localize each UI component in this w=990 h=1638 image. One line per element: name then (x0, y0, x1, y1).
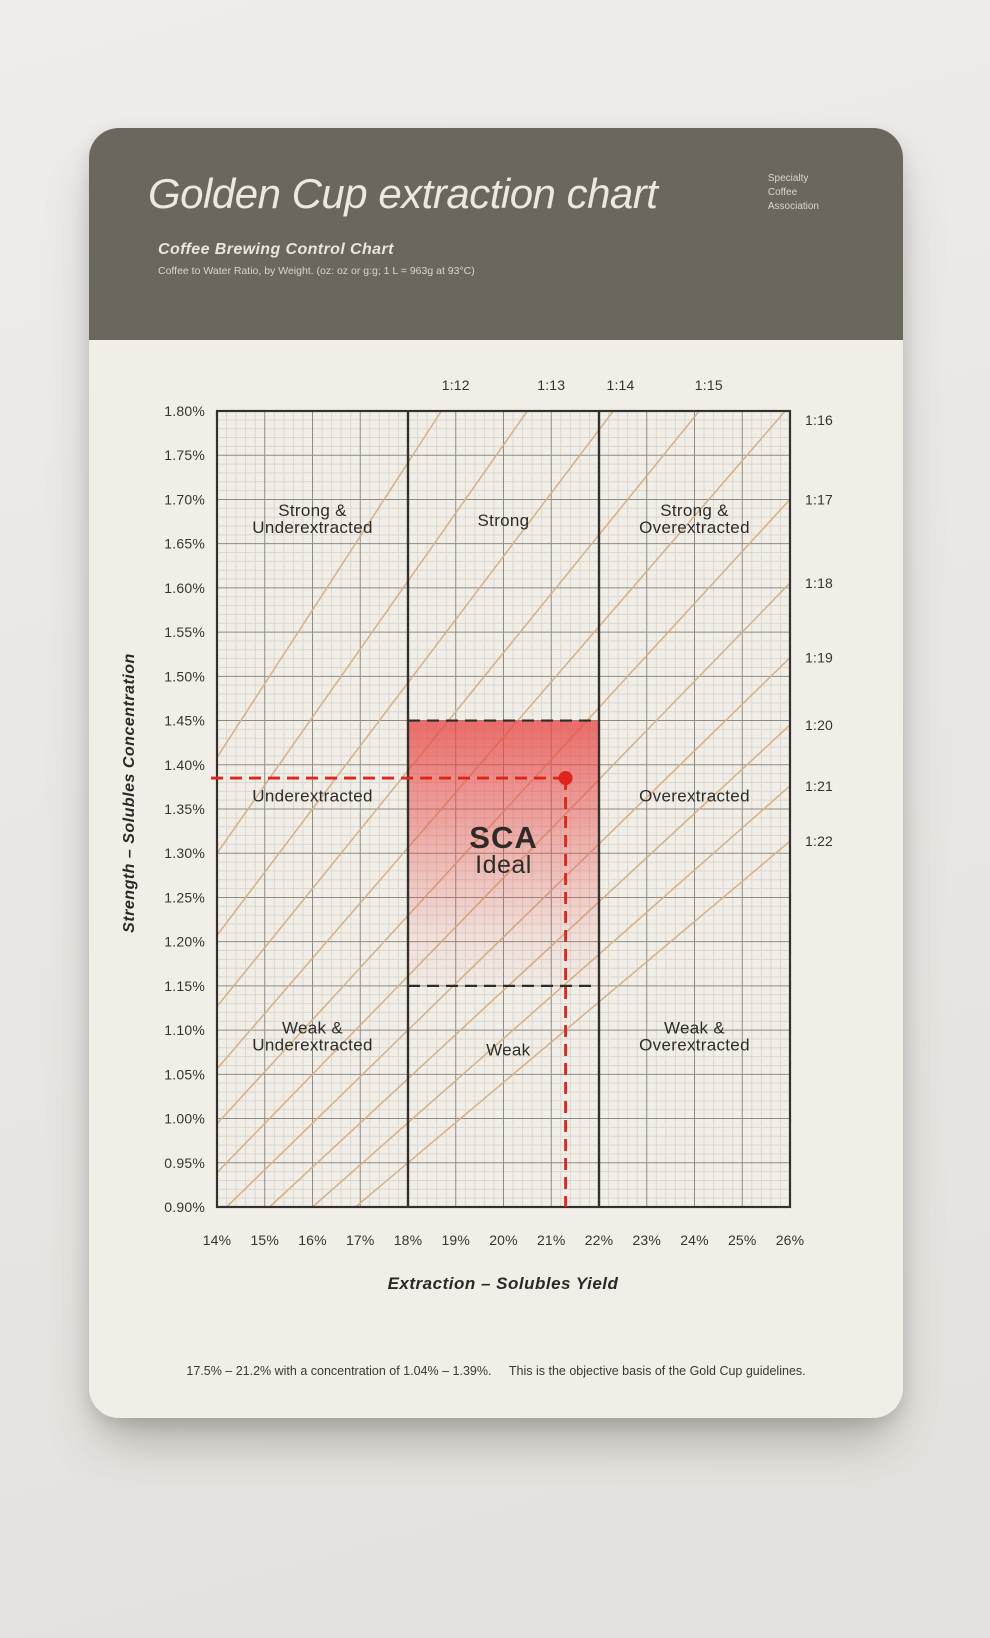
ratio-label-top: 1:14 (606, 377, 635, 393)
target-point (559, 771, 573, 785)
footer-range-text: 17.5% – 21.2% with a concentration of 1.04% – 1.39%. (186, 1364, 492, 1378)
x-tick-label: 22% (584, 1232, 614, 1248)
association-line: Association (767, 201, 819, 212)
region-label: Overextracted (639, 1035, 750, 1055)
chart-card (89, 128, 903, 1418)
sca-ideal-label: SCA (469, 820, 538, 855)
y-tick-label: 0.90% (164, 1199, 205, 1215)
y-tick-label: 1.55% (164, 624, 205, 641)
footer-note-text: This is the objective basis of the Gold Cup guidelines. (508, 1364, 806, 1378)
y-tick-label: 1.70% (164, 491, 205, 508)
brewing-control-chart (89, 128, 903, 1418)
x-tick-label: 16% (298, 1232, 327, 1248)
ratio-label-right: 1:18 (805, 574, 834, 591)
y-tick-label: 1.40% (164, 756, 205, 773)
ratio-label-top: 1:12 (441, 377, 470, 393)
y-tick-label: 1.80% (164, 403, 205, 419)
ratio-label-right: 1:20 (805, 716, 834, 733)
x-tick-label: 24% (680, 1232, 709, 1248)
association-line: Coffee (767, 187, 798, 198)
page-title: Golden Cup extraction chart (148, 170, 658, 217)
y-tick-label: 1.10% (164, 1022, 205, 1039)
y-tick-label: 1.75% (164, 447, 205, 464)
ratio-label-top: 1:15 (694, 377, 723, 393)
x-tick-label: 21% (536, 1232, 566, 1248)
region-label: Strong & (278, 501, 347, 521)
chart-subtitle: Coffee Brewing Control Chart (158, 241, 394, 258)
region-label: Weak & (663, 1018, 726, 1038)
y-tick-label: 0.95% (164, 1154, 205, 1171)
ratio-label-right: 1:17 (805, 491, 834, 508)
ratio-label-right: 1:22 (805, 833, 834, 850)
x-tick-label: 14% (202, 1232, 232, 1248)
chart-footer (89, 1364, 903, 1378)
x-tick-label: 18% (393, 1232, 423, 1248)
y-tick-label: 1.65% (164, 535, 205, 552)
x-tick-label: 17% (345, 1232, 375, 1248)
region-label: Weak (486, 1040, 531, 1060)
region-label: Overextracted (639, 786, 750, 806)
x-tick-label: 26% (775, 1232, 805, 1248)
region-label: Overextracted (639, 518, 750, 538)
y-tick-label: 1.25% (164, 889, 205, 906)
x-tick-label: 19% (441, 1232, 471, 1248)
x-tick-label: 25% (727, 1232, 757, 1248)
y-tick-label: 1.30% (164, 845, 205, 862)
association-line: Specialty (767, 173, 809, 184)
x-tick-label: 15% (250, 1232, 280, 1248)
y-tick-label: 1.35% (164, 801, 205, 817)
y-axis-title: Strength – Solubles Concentration (121, 653, 138, 933)
sca-ideal-label: Ideal (475, 851, 532, 879)
x-tick-label: 23% (632, 1232, 662, 1248)
ratio-note: Coffee to Water Ratio, by Weight. (oz: oz or g:g; 1 L = 963g at 93°C) (158, 265, 475, 277)
y-tick-label: 1.50% (164, 668, 205, 685)
y-tick-label: 1.20% (164, 933, 205, 950)
ratio-label-top: 1:13 (537, 377, 566, 393)
y-tick-label: 1.00% (164, 1110, 205, 1127)
y-tick-label: 1.05% (164, 1066, 205, 1083)
region-label: Underextracted (252, 786, 373, 806)
y-tick-label: 1.60% (164, 579, 205, 596)
y-tick-label: 1.15% (164, 977, 205, 994)
ratio-label-right: 1:19 (805, 649, 834, 666)
region-label: Underextracted (252, 1035, 373, 1055)
y-tick-label: 1.45% (164, 712, 205, 729)
region-label: Underextracted (252, 518, 373, 538)
region-label: Strong & (660, 501, 729, 521)
ratio-label-right: 1:21 (805, 777, 834, 794)
x-tick-label: 20% (489, 1232, 518, 1248)
x-axis-title: Extraction – Solubles Yield (387, 1274, 619, 1293)
region-label: Strong (477, 510, 530, 530)
ratio-label-right: 1:16 (805, 411, 834, 428)
region-label: Weak & (281, 1018, 344, 1038)
